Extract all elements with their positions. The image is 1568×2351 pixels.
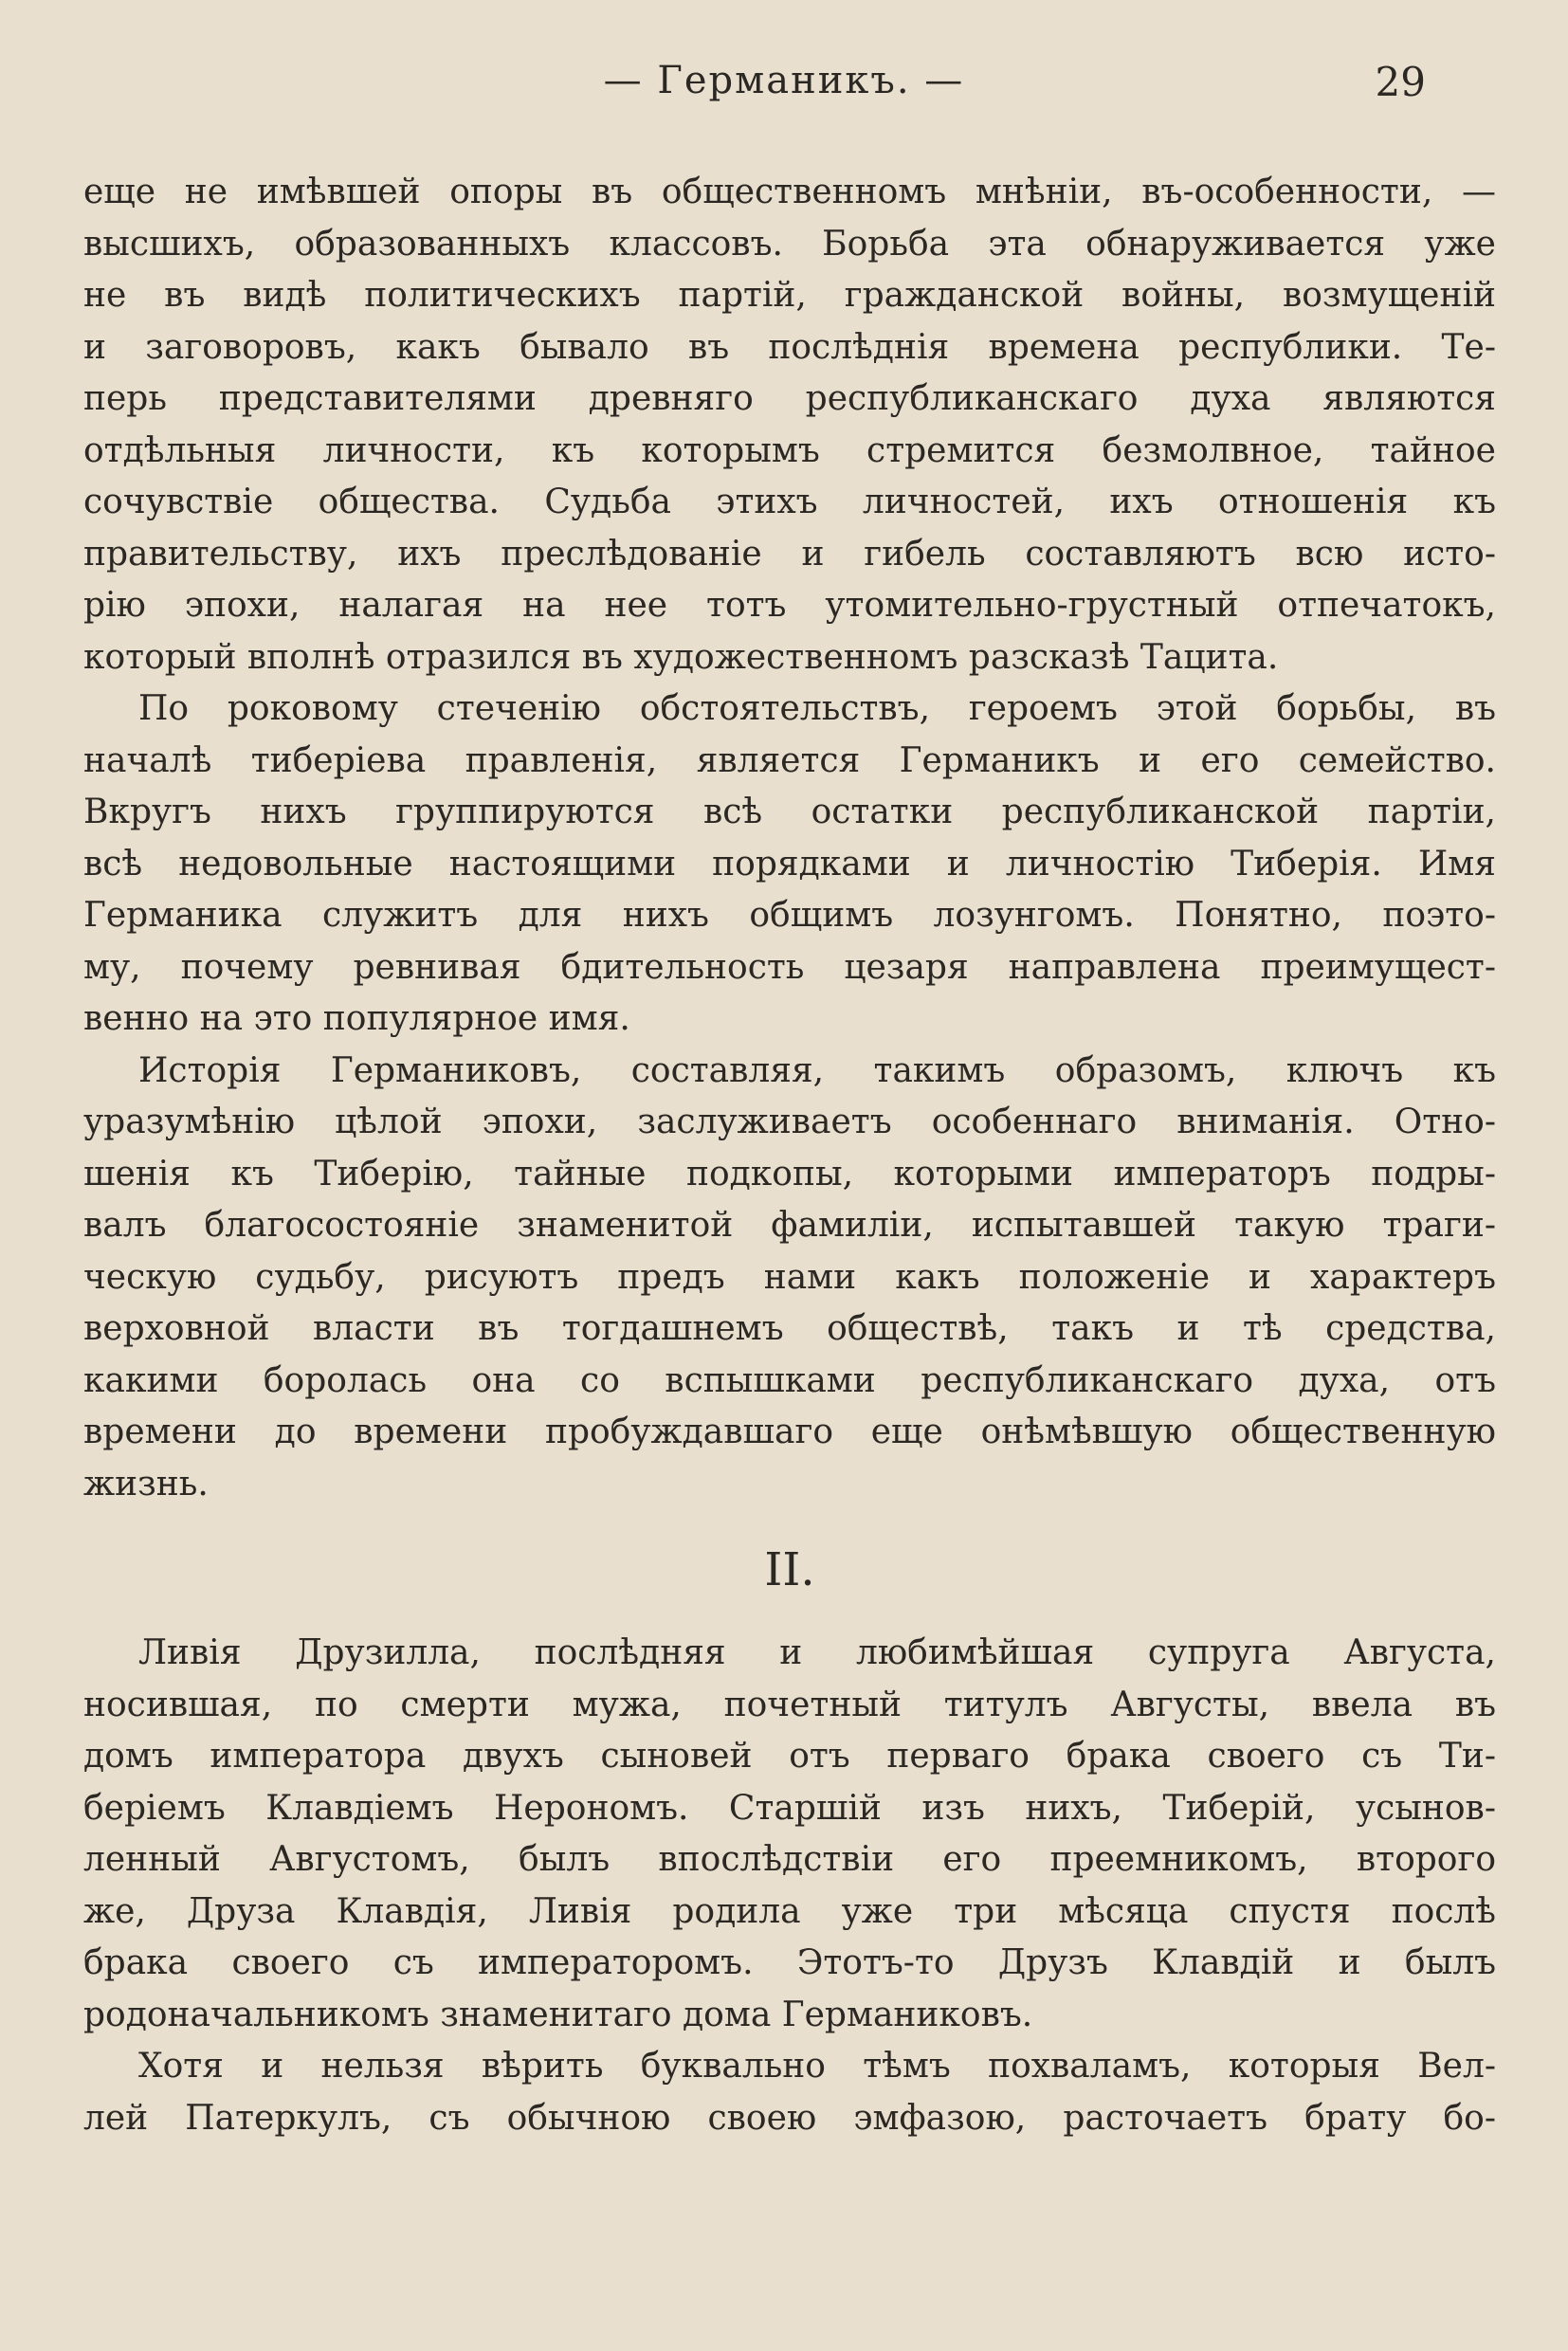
text-line: же, Друза Клавдія, Ливія родила уже три мѣсяца спустя послѣ bbox=[83, 1891, 1496, 1931]
text-line: началѣ тиберіева правленія, является Германикъ и его семейство. bbox=[83, 740, 1496, 780]
text-line: валъ благосостояніе знаменитой фамиліи, испытавшей такую траги- bbox=[83, 1206, 1496, 1245]
text-line: По роковому стеченію обстоятельствъ, героемъ этой борьбы, въ bbox=[138, 689, 1496, 728]
text-line: Германика служитъ для нихъ общимъ лозунгомъ. Понятно, поэто- bbox=[83, 896, 1496, 935]
text-line: шенія къ Тиберію, тайные подкопы, которыми императоръ подры- bbox=[83, 1154, 1496, 1194]
text-line: времени до времени пробуждавшаго еще онѣмѣвшую общественную bbox=[83, 1412, 1496, 1451]
text-line: беріемъ Клавдіемъ Нерономъ. Старшій изъ нихъ, Тиберій, усынов- bbox=[83, 1788, 1496, 1828]
paragraph-1 bbox=[83, 167, 1496, 683]
text-line: Исторія Германиковъ, составляя, такимъ образомъ, ключъ къ bbox=[138, 1050, 1496, 1090]
text-line: который вполнѣ отразился въ художественномъ разсказѣ Тацита. bbox=[83, 637, 1279, 677]
text-line: всѣ недовольные настоящими порядками и личностію Тиберія. Имя bbox=[83, 844, 1496, 884]
text-line: Хотя и нельзя вѣрить буквально тѣмъ похваламъ, которыя Вел- bbox=[138, 2047, 1496, 2086]
paragraph-2 bbox=[83, 683, 1496, 1046]
text-line: домъ императора двухъ сыновей отъ перваго брака своего съ Ти- bbox=[83, 1737, 1496, 1776]
paragraph-5 bbox=[83, 2041, 1496, 2144]
text-line: носившая, по смерти мужа, почетный титулъ Августы, ввела въ bbox=[83, 1685, 1496, 1724]
text-line: Вкругъ нихъ группируются всѣ остатки республиканской партіи, bbox=[83, 793, 1496, 831]
page-number: 29 bbox=[1375, 59, 1426, 105]
text-line: правительству, ихъ преслѣдованіе и гибель составляютъ всю исто- bbox=[83, 534, 1496, 574]
paragraph-3 bbox=[83, 1046, 1496, 1511]
text-line: высшихъ, образованныхъ классовъ. Борьба эта обнаруживается уже bbox=[83, 224, 1496, 264]
text-line: венно на это популярное имя. bbox=[83, 999, 630, 1038]
text-line: му, почему ревнивая бдительность цезаря направлена преимущест- bbox=[83, 947, 1496, 987]
text-line: перь представителями древняго республиканскаго духа являются bbox=[83, 379, 1496, 418]
text-line: ленный Августомъ, былъ впослѣдствіи его преемникомъ, второго bbox=[83, 1840, 1496, 1879]
text-line: родоначальникомъ знаменитаго дома Германиковъ. bbox=[83, 1995, 1033, 2034]
body-text bbox=[83, 167, 1496, 2144]
running-title: — Германикъ. — bbox=[603, 59, 965, 102]
text-line: еще не имѣвшей опоры въ общественномъ мнѣніи, въ-особенности, — bbox=[83, 173, 1496, 211]
text-line: отдѣльныя личности, къ которымъ стремится безмолвное, тайное bbox=[83, 430, 1496, 470]
text-line: Ливія Друзилла, послѣдняя и любимѣйшая супруга Августа, bbox=[138, 1633, 1496, 1672]
text-line: лей Патеркулъ, съ обычною своею эмфазою, расточаетъ брату бо- bbox=[83, 2098, 1496, 2138]
text-line: не въ видѣ политическихъ партій, гражданской войны, возмущеній bbox=[83, 276, 1496, 315]
text-line: сочувствіе общества. Судьба этихъ личностей, ихъ отношенія къ bbox=[83, 483, 1496, 521]
text-line: брака своего съ императоромъ. Этотъ-то Друзъ Клавдій и былъ bbox=[83, 1943, 1496, 1982]
text-line: ческую судьбу, рисуютъ предъ нами какъ положеніе и характеръ bbox=[83, 1257, 1496, 1297]
section-heading: II. bbox=[764, 1543, 815, 1596]
paragraph-4 bbox=[83, 1628, 1496, 2041]
text-line: какими боролась она со вспышками республиканскаго духа, отъ bbox=[83, 1360, 1496, 1400]
page-header bbox=[85, 59, 1483, 116]
text-line: и заговоровъ, какъ бывало въ послѣднія времена республики. Те- bbox=[83, 327, 1496, 367]
text-line: жизнь. bbox=[83, 1464, 209, 1504]
text-line: верховной власти въ тогдашнемъ обществѣ, такъ и тѣ средства, bbox=[83, 1309, 1496, 1348]
text-line: рію эпохи, налагая на нее тотъ утомительно-грустный отпечатокъ, bbox=[83, 586, 1496, 625]
text-line: уразумѣнію цѣлой эпохи, заслуживаетъ особеннаго вниманія. Отно- bbox=[83, 1103, 1496, 1141]
